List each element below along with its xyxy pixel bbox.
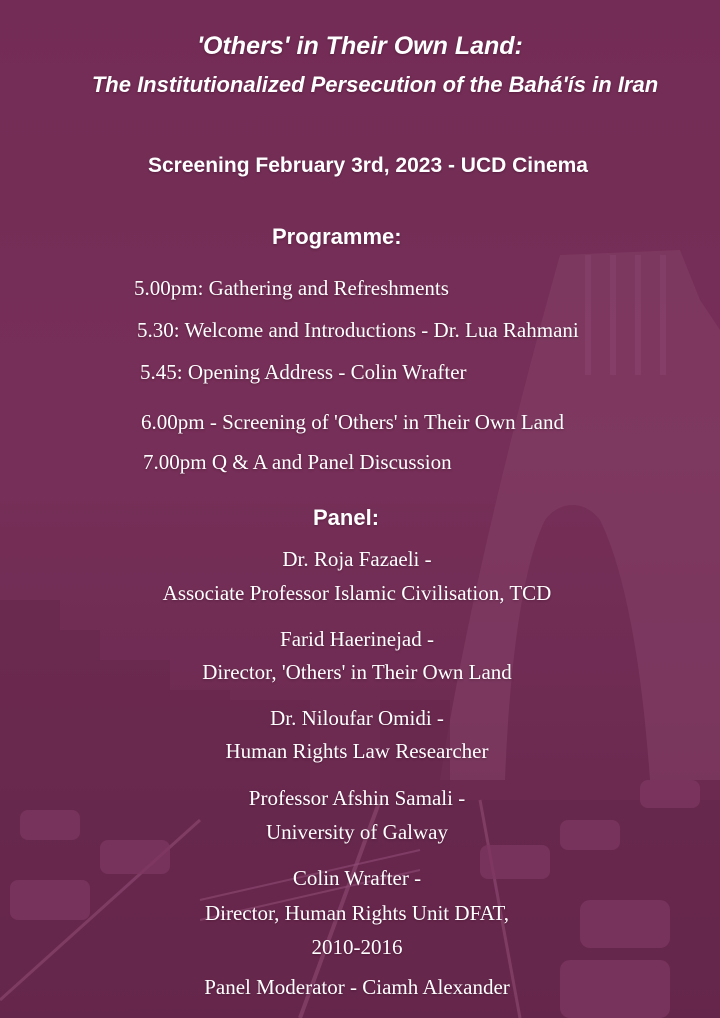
panel-heading: Panel: [313, 505, 380, 530]
programme-item: 6.00pm - Screening of 'Others' in Their Own Land [141, 410, 565, 434]
panel-member-name: Colin Wrafter - [292, 866, 422, 890]
event-subtitle: The Institutionalized Persecution of the Bahá'ís in Iran [91, 72, 659, 97]
programme-item: 5.30: Welcome and Introductions - Dr. Lua Rahmani [137, 318, 579, 342]
event-title: 'Others' in Their Own Land: [197, 32, 523, 60]
panel-member-name: Dr. Niloufar Omidi - [270, 706, 444, 730]
programme-heading: Programme: [272, 224, 402, 249]
panel-member-role: Director, 'Others' in Their Own Land [202, 660, 512, 684]
panel-member-role: Associate Professor Islamic Civilisation, TCD [162, 581, 552, 605]
panel-member-role: Director, Human Rights Unit DFAT, [204, 901, 510, 925]
panel-member-name: Dr. Roja Fazaeli - [282, 547, 432, 571]
panel-member-name: Professor Afshin Samali - [248, 786, 466, 810]
programme-item: 5.45: Opening Address - Colin Wrafter [140, 360, 467, 384]
panel-moderator: Panel Moderator - Ciamh Alexander [204, 975, 510, 999]
panel-member-role: University of Galway [266, 820, 448, 844]
panel-member-role: Human Rights Law Researcher [225, 739, 489, 763]
panel-member-role: 2010-2016 [311, 935, 403, 959]
programme-item: 7.00pm Q & A and Panel Discussion [143, 450, 452, 474]
panel-member-name: Farid Haerinejad - [280, 627, 434, 651]
screening-info: Screening February 3rd, 2023 - UCD Cinema [148, 154, 588, 177]
programme-item: 5.00pm: Gathering and Refreshments [134, 276, 449, 300]
